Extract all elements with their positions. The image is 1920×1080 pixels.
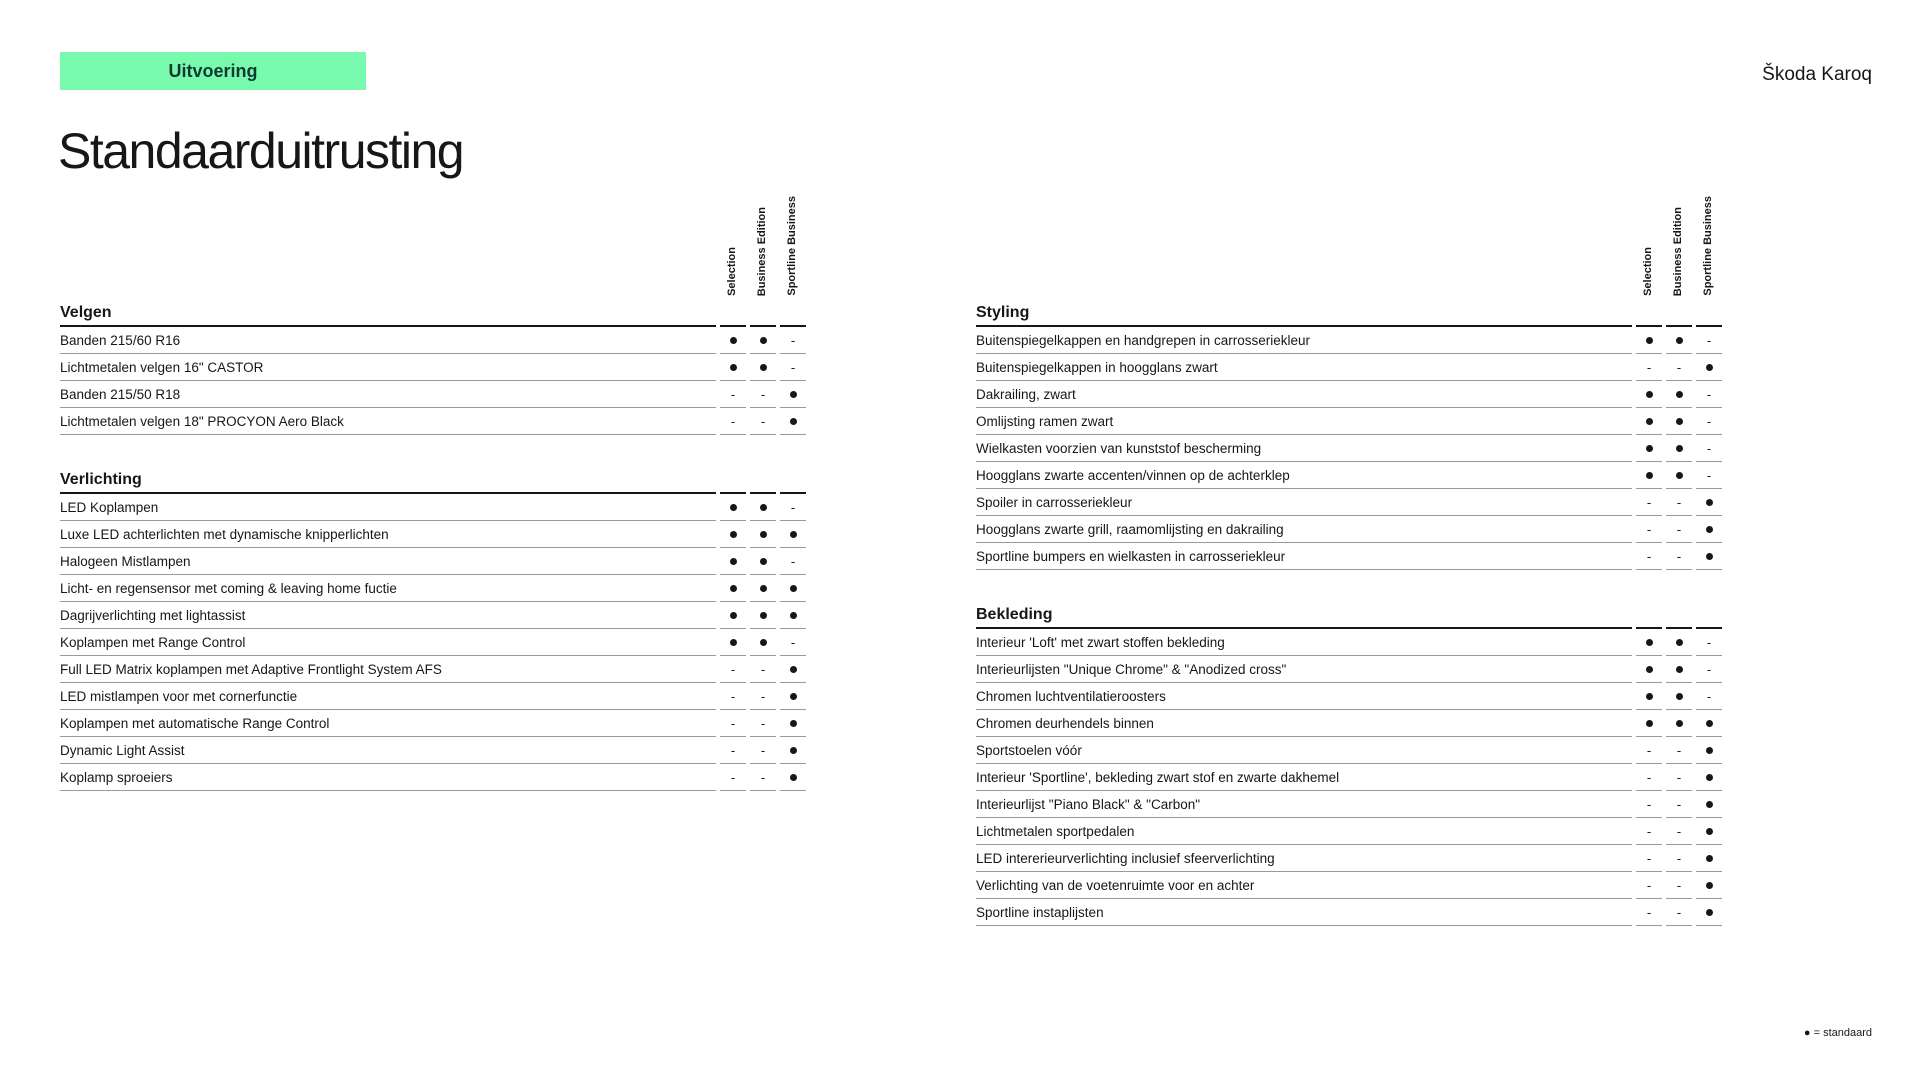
standard-indicator [750,602,776,629]
standard-indicator [780,408,806,435]
table-row [976,354,1724,381]
not-available-indicator: - [720,683,746,710]
standard-indicator [1696,845,1722,872]
standard-dot-icon [1646,720,1653,727]
standard-dot-icon [1676,418,1683,425]
standard-indicator [780,656,806,683]
table-row [976,327,1724,354]
not-available-indicator: - [1696,408,1722,435]
not-available-indicator: - [1696,683,1722,710]
standard-indicator [1666,710,1692,737]
not-available-indicator: - [1636,764,1662,791]
feature-label: Full LED Matrix koplampen met Adaptive Frontlight System AFS [60,656,716,683]
section-title: Bekleding [976,602,1632,629]
feature-label: Omlijsting ramen zwart [976,408,1632,435]
not-available-indicator: - [1696,629,1722,656]
standard-dot-icon [1706,364,1713,371]
standard-dot-icon [1706,909,1713,916]
table-row [60,629,808,656]
section-title: Styling [976,300,1632,327]
not-available-indicator: - [1666,354,1692,381]
not-available-indicator: - [1696,435,1722,462]
standard-dot-icon [1676,666,1683,673]
not-available-indicator: - [750,683,776,710]
feature-label: Lichtmetalen sportpedalen [976,818,1632,845]
standard-dot-icon [730,585,737,592]
equipment-section [976,602,1724,926]
standard-indicator [750,494,776,521]
table-row [60,710,808,737]
standard-dot-icon [760,639,767,646]
section-tag: Uitvoering [60,52,366,90]
standard-indicator [720,575,746,602]
standard-dot-icon [1646,337,1653,344]
not-available-indicator: - [1636,489,1662,516]
feature-label: Dakrailing, zwart [976,381,1632,408]
not-available-indicator: - [750,408,776,435]
not-available-indicator: - [1666,516,1692,543]
standard-dot-icon [1676,445,1683,452]
not-available-indicator: - [1666,489,1692,516]
standard-indicator [720,521,746,548]
table-row [60,408,808,435]
column-headers [976,190,1724,300]
standard-dot-icon [790,693,797,700]
standard-dot-icon [1646,418,1653,425]
equipment-panel-left [60,190,808,791]
column-header-selection: Selection [1642,247,1654,296]
standard-indicator [1666,462,1692,489]
feature-label: Luxe LED achterlichten met dynamische knipperlichten [60,521,716,548]
section-header-cell [1696,602,1722,629]
standard-dot-icon [1676,337,1683,344]
not-available-indicator: - [1666,543,1692,570]
not-available-indicator: - [750,710,776,737]
standard-dot-icon [790,720,797,727]
standard-indicator [1636,683,1662,710]
standard-dot-icon [730,612,737,619]
standard-dot-icon [790,585,797,592]
standard-dot-icon [1706,499,1713,506]
standard-dot-icon [730,531,737,538]
standard-dot-icon [1706,774,1713,781]
feature-label: Koplampen met Range Control [60,629,716,656]
not-available-indicator: - [1636,872,1662,899]
section-header-cell [750,467,776,494]
feature-label: Licht- en regensensor met coming & leaving home fuctie [60,575,716,602]
column-headers [60,190,808,300]
standard-dot-icon [760,585,767,592]
not-available-indicator: - [1666,737,1692,764]
standard-indicator [1696,791,1722,818]
feature-label: Halogeen Mistlampen [60,548,716,575]
standard-indicator [750,575,776,602]
section-header-row [976,602,1724,629]
standard-indicator [1696,872,1722,899]
standard-indicator [750,548,776,575]
feature-label: Interieur 'Sportline', bekleding zwart stof en zwarte dakhemel [976,764,1632,791]
feature-label: Buitenspiegelkappen in hoogglans zwart [976,354,1632,381]
not-available-indicator: - [1636,791,1662,818]
table-row [976,683,1724,710]
table-row [976,435,1724,462]
section-header-cell [780,300,806,327]
feature-label: Sportline instaplijsten [976,899,1632,926]
standard-dot-icon [1706,553,1713,560]
standard-dot-icon [730,639,737,646]
feature-label: Sportstoelen vóór [976,737,1632,764]
standard-indicator [780,737,806,764]
standard-dot-icon [1676,391,1683,398]
table-row [976,408,1724,435]
feature-label: LED intererieurverlichting inclusief sfeerverlichting [976,845,1632,872]
equipment-section [976,300,1724,570]
legend-note: ● = standaard [1803,1027,1872,1039]
feature-label: Banden 215/60 R16 [60,327,716,354]
equipment-section [60,467,808,791]
standard-indicator [780,764,806,791]
standard-indicator [720,548,746,575]
table-row [60,381,808,408]
not-available-indicator: - [780,494,806,521]
standard-dot-icon [760,558,767,565]
table-row [976,462,1724,489]
not-available-indicator: - [1666,764,1692,791]
section-header-row [60,467,808,494]
brand-name: Škoda Karoq [1762,64,1872,85]
feature-label: Dynamic Light Assist [60,737,716,764]
standard-dot-icon [1676,472,1683,479]
feature-label: Sportline bumpers en wielkasten in carrosseriekleur [976,543,1632,570]
not-available-indicator: - [780,548,806,575]
not-available-indicator: - [720,764,746,791]
section-title: Velgen [60,300,716,327]
standard-dot-icon [1646,445,1653,452]
equipment-panel-right [976,190,1724,926]
section-header-cell [750,300,776,327]
standard-dot-icon [790,774,797,781]
standard-dot-icon [760,364,767,371]
section-header-cell [1636,602,1662,629]
standard-indicator [1666,408,1692,435]
standard-indicator [1666,381,1692,408]
not-available-indicator: - [720,381,746,408]
not-available-indicator: - [1636,543,1662,570]
section-header-cell [1696,300,1722,327]
standard-indicator [1666,629,1692,656]
standard-dot-icon [1676,693,1683,700]
section-title: Verlichting [60,467,716,494]
standard-indicator [780,575,806,602]
column-header-business-edition: Business Edition [756,206,768,296]
standard-dot-icon [760,612,767,619]
standard-indicator [1666,683,1692,710]
standard-indicator [720,602,746,629]
standard-dot-icon [790,612,797,619]
section-header-cell [1636,300,1662,327]
feature-label: Hoogglans zwarte accenten/vinnen op de achterklep [976,462,1632,489]
standard-indicator [780,602,806,629]
standard-dot-icon [1676,720,1683,727]
table-row [976,818,1724,845]
standard-indicator [720,327,746,354]
standard-indicator [1696,764,1722,791]
standard-dot-icon [790,666,797,673]
standard-dot-icon [1646,639,1653,646]
standard-indicator [780,521,806,548]
table-row [60,354,808,381]
table-row [976,656,1724,683]
not-available-indicator: - [1666,818,1692,845]
standard-indicator [780,710,806,737]
standard-dot-icon [1646,472,1653,479]
standard-indicator [720,354,746,381]
table-row [60,683,808,710]
not-available-indicator: - [1696,462,1722,489]
standard-indicator [1636,656,1662,683]
standard-dot-icon [760,504,767,511]
table-row [60,656,808,683]
standard-indicator [780,381,806,408]
not-available-indicator: - [780,327,806,354]
not-available-indicator: - [1636,899,1662,926]
table-row [976,543,1724,570]
table-row [60,521,808,548]
standard-dot-icon [1706,526,1713,533]
standard-indicator [1666,435,1692,462]
standard-dot-icon [790,418,797,425]
feature-label: Hoogglans zwarte grill, raamomlijsting en dakrailing [976,516,1632,543]
not-available-indicator: - [750,381,776,408]
standard-indicator [1696,516,1722,543]
standard-indicator [750,354,776,381]
not-available-indicator: - [1636,354,1662,381]
section-header-row [60,300,808,327]
standard-indicator [720,494,746,521]
not-available-indicator: - [750,737,776,764]
not-available-indicator: - [1696,327,1722,354]
standard-dot-icon [760,531,767,538]
standard-indicator [750,629,776,656]
table-row [60,327,808,354]
not-available-indicator: - [1666,845,1692,872]
column-header-selection: Selection [726,247,738,296]
standard-dot-icon [730,337,737,344]
table-row [976,737,1724,764]
table-row [976,764,1724,791]
feature-label: Banden 215/50 R18 [60,381,716,408]
section-header-cell [720,467,746,494]
feature-label: Dagrijverlichting met lightassist [60,602,716,629]
standard-indicator [1696,489,1722,516]
section-header-cell [780,467,806,494]
table-row [976,629,1724,656]
table-row [976,381,1724,408]
not-available-indicator: - [1636,516,1662,543]
feature-label: Chromen deurhendels binnen [976,710,1632,737]
standard-indicator [1666,656,1692,683]
not-available-indicator: - [720,737,746,764]
column-header-sportline-business: Sportline Business [786,196,798,296]
standard-dot-icon [1706,828,1713,835]
standard-indicator [1696,737,1722,764]
standard-dot-icon [1676,639,1683,646]
standard-dot-icon [1646,693,1653,700]
standard-dot-icon [790,531,797,538]
table-row [60,548,808,575]
not-available-indicator: - [1696,381,1722,408]
standard-dot-icon [1646,666,1653,673]
not-available-indicator: - [720,656,746,683]
standard-dot-icon [730,504,737,511]
table-row [976,710,1724,737]
standard-indicator [750,327,776,354]
standard-dot-icon [790,747,797,754]
standard-indicator [1696,543,1722,570]
feature-label: Lichtmetalen velgen 16" CASTOR [60,354,716,381]
not-available-indicator: - [1666,791,1692,818]
standard-dot-icon [1646,391,1653,398]
not-available-indicator: - [1696,656,1722,683]
table-row [976,516,1724,543]
not-available-indicator: - [1636,818,1662,845]
standard-dot-icon [1706,882,1713,889]
standard-indicator [780,683,806,710]
equipment-section [60,300,808,435]
table-row [976,489,1724,516]
column-header-business-edition: Business Edition [1672,206,1684,296]
standard-indicator [1696,710,1722,737]
table-row [60,764,808,791]
feature-label: Interieur 'Loft' met zwart stoffen bekleding [976,629,1632,656]
standard-dot-icon [1706,801,1713,808]
table-row [60,575,808,602]
table-row [60,602,808,629]
table-row [976,845,1724,872]
standard-indicator [1636,710,1662,737]
feature-label: LED mistlampen voor met cornerfunctie [60,683,716,710]
standard-indicator [1636,462,1662,489]
section-header-cell [1666,300,1692,327]
not-available-indicator: - [720,408,746,435]
not-available-indicator: - [750,764,776,791]
not-available-indicator: - [1636,737,1662,764]
table-row [60,494,808,521]
not-available-indicator: - [780,629,806,656]
not-available-indicator: - [720,710,746,737]
standard-dot-icon [730,558,737,565]
feature-label: Interieurlijsten "Unique Chrome" & "Anodized cross" [976,656,1632,683]
not-available-indicator: - [1636,845,1662,872]
standard-indicator [1636,629,1662,656]
standard-indicator [1696,899,1722,926]
standard-indicator [1636,381,1662,408]
standard-dot-icon [790,391,797,398]
table-row [976,899,1724,926]
feature-label: Lichtmetalen velgen 18" PROCYON Aero Black [60,408,716,435]
feature-label: Chromen luchtventilatieroosters [976,683,1632,710]
standard-dot-icon [730,364,737,371]
standard-dot-icon [760,337,767,344]
feature-label: Koplamp sproeiers [60,764,716,791]
not-available-indicator: - [1666,899,1692,926]
standard-indicator [1636,408,1662,435]
feature-label: Interieurlijst "Piano Black" & "Carbon" [976,791,1632,818]
not-available-indicator: - [750,656,776,683]
table-row [60,737,808,764]
standard-indicator [1636,327,1662,354]
feature-label: Wielkasten voorzien van kunststof bescherming [976,435,1632,462]
page-title: Standaarduitrusting [58,123,464,179]
section-header-row [976,300,1724,327]
section-header-cell [720,300,746,327]
table-row [976,791,1724,818]
standard-indicator [720,629,746,656]
feature-label: Koplampen met automatische Range Control [60,710,716,737]
not-available-indicator: - [1666,872,1692,899]
standard-dot-icon [1706,747,1713,754]
standard-dot-icon [1706,720,1713,727]
standard-dot-icon [1706,855,1713,862]
feature-label: Verlichting van de voetenruimte voor en achter [976,872,1632,899]
not-available-indicator: - [780,354,806,381]
feature-label: Buitenspiegelkappen en handgrepen in carrosseriekleur [976,327,1632,354]
standard-indicator [1666,327,1692,354]
section-header-cell [1666,602,1692,629]
column-header-sportline-business: Sportline Business [1702,196,1714,296]
feature-label: LED Koplampen [60,494,716,521]
standard-indicator [750,521,776,548]
standard-indicator [1696,354,1722,381]
standard-indicator [1636,435,1662,462]
standard-indicator [1696,818,1722,845]
feature-label: Spoiler in carrosseriekleur [976,489,1632,516]
table-row [976,872,1724,899]
